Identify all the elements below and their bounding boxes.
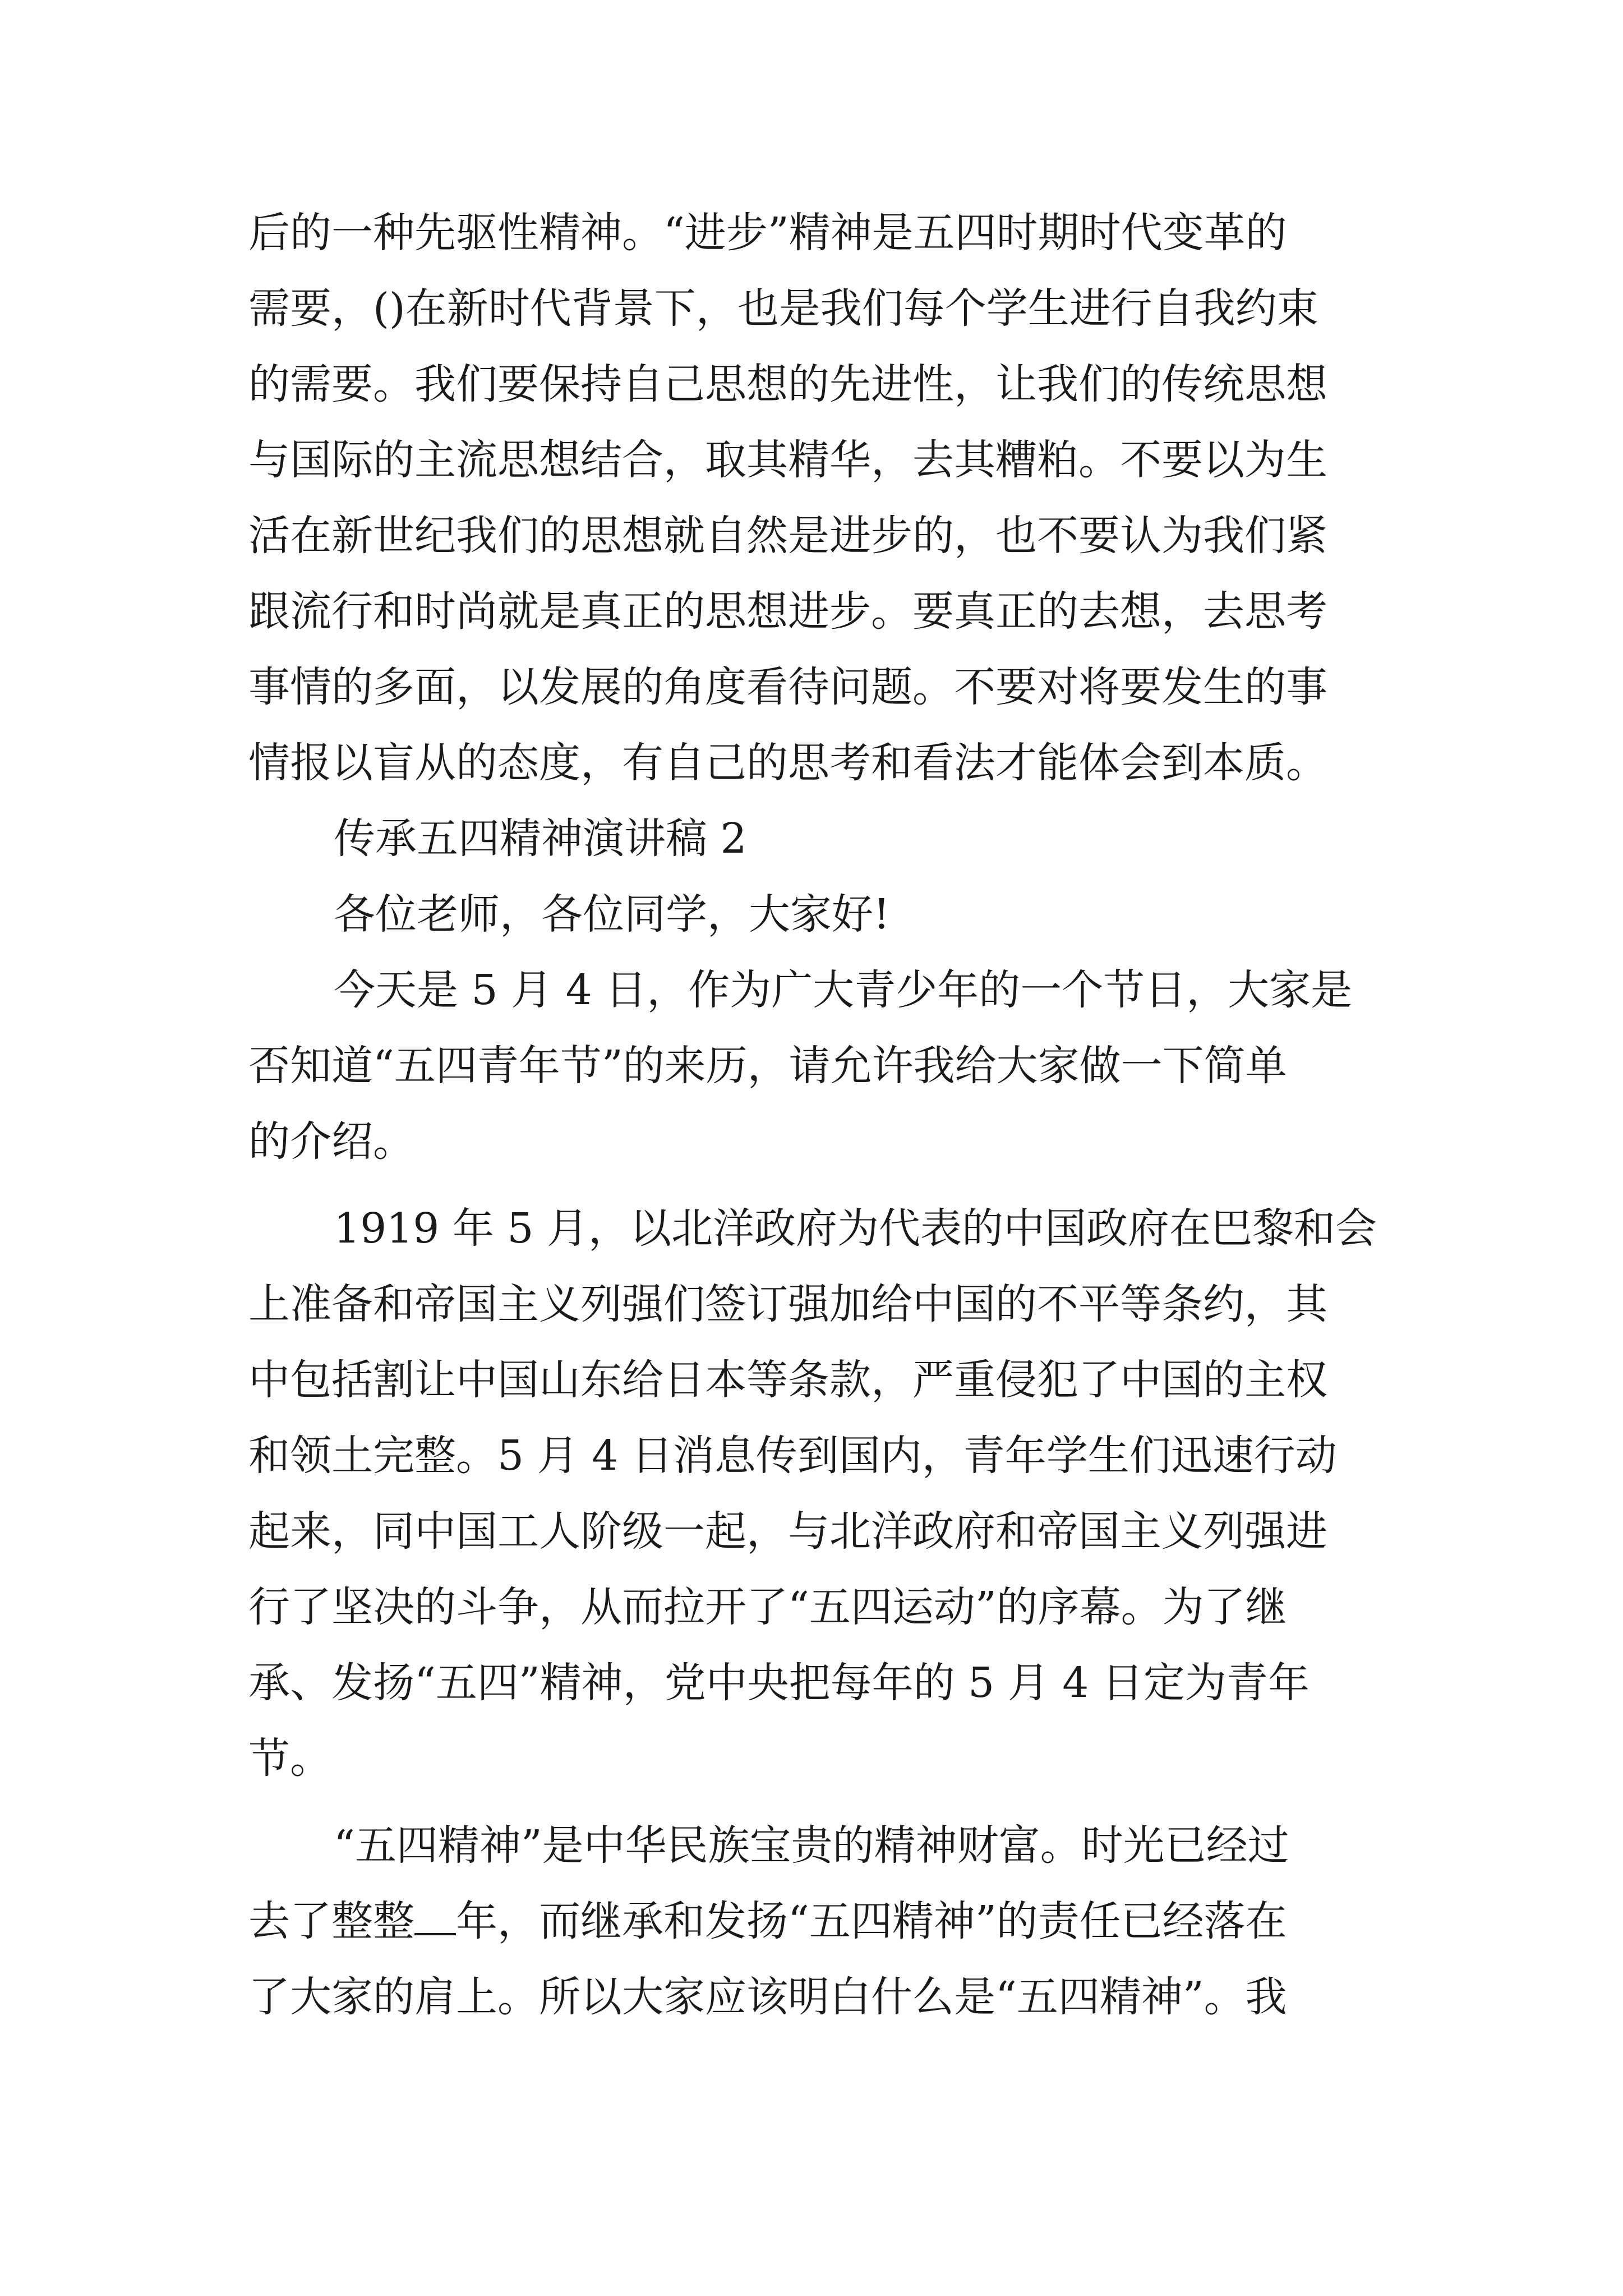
text-line: 节。 [248, 1734, 331, 1783]
text-line: 跟流行和时尚就是真正的思想进步。要真正的去想，去思考 [248, 587, 1327, 636]
text-line: 了大家的肩上。所以大家应该明白什么是“五四精神”。我 [248, 1973, 1287, 2021]
text-line: 承、发扬“五四”精神，党中央把每年的 5 月 4 日定为青年 [248, 1659, 1310, 1707]
text-line: 与国际的主流思想结合，取其精华，去其糟粕。不要以为生 [248, 436, 1327, 484]
text-line: “五四精神”是中华民族宝贵的精神财富。时光已经过 [334, 1821, 1289, 1870]
text-segment: 年，而继承和发扬“五四精神”的责任已经落在 [456, 1897, 1287, 1945]
text-line: 需要，()在新时代背景下，也是我们每个学生进行自我约束 [248, 284, 1318, 333]
text-line: 上准备和帝国主义列强们签订强加给中国的不平等条约，其 [248, 1280, 1327, 1328]
text-line: 1919 年 5 月，以北洋政府为代表的中国政府在巴黎和会 [334, 1204, 1377, 1253]
text-line: 行了坚决的斗争，从而拉开了“五四运动”的序幕。为了继 [248, 1583, 1287, 1631]
text-line: 情报以盲从的态度，有自己的思考和看法才能体会到本质。 [248, 739, 1327, 787]
text-line: 和领土完整。5 月 4 日消息传到国内，青年学生们迅速行动 [248, 1432, 1337, 1480]
text-line: 否知道“五四青年节”的来历，请允许我给大家做一下简单 [248, 1042, 1287, 1090]
text-line: 活在新世纪我们的思想就自然是进步的，也不要认为我们紧 [248, 512, 1327, 560]
text-line: 的需要。我们要保持自己思想的先进性，让我们的传统思想 [248, 360, 1327, 408]
text-line: 起来，同中国工人阶级一起，与北洋政府和帝国主义列强进 [248, 1507, 1327, 1556]
text-line: 事情的多面，以发展的角度看待问题。不要对将要发生的事 [248, 663, 1327, 711]
text-line: 的介绍。 [248, 1117, 414, 1166]
text-segment: 去了整整 [248, 1897, 414, 1945]
text-line: 中包括割让中国山东给日本等条款，严重侵犯了中国的主权 [248, 1356, 1327, 1404]
fill-in-blank [414, 1897, 456, 1935]
greeting: 各位老师，各位同学，大家好! [334, 890, 890, 938]
text-line-with-blank [248, 1893, 1287, 1949]
text-line: 后的一种先驱性精神。“进步”精神是五四时期时代变革的 [248, 209, 1287, 257]
section-heading: 传承五四精神演讲稿 2 [334, 815, 747, 863]
text-line: 今天是 5 月 4 日，作为广大青少年的一个节日，大家是 [334, 966, 1353, 1014]
